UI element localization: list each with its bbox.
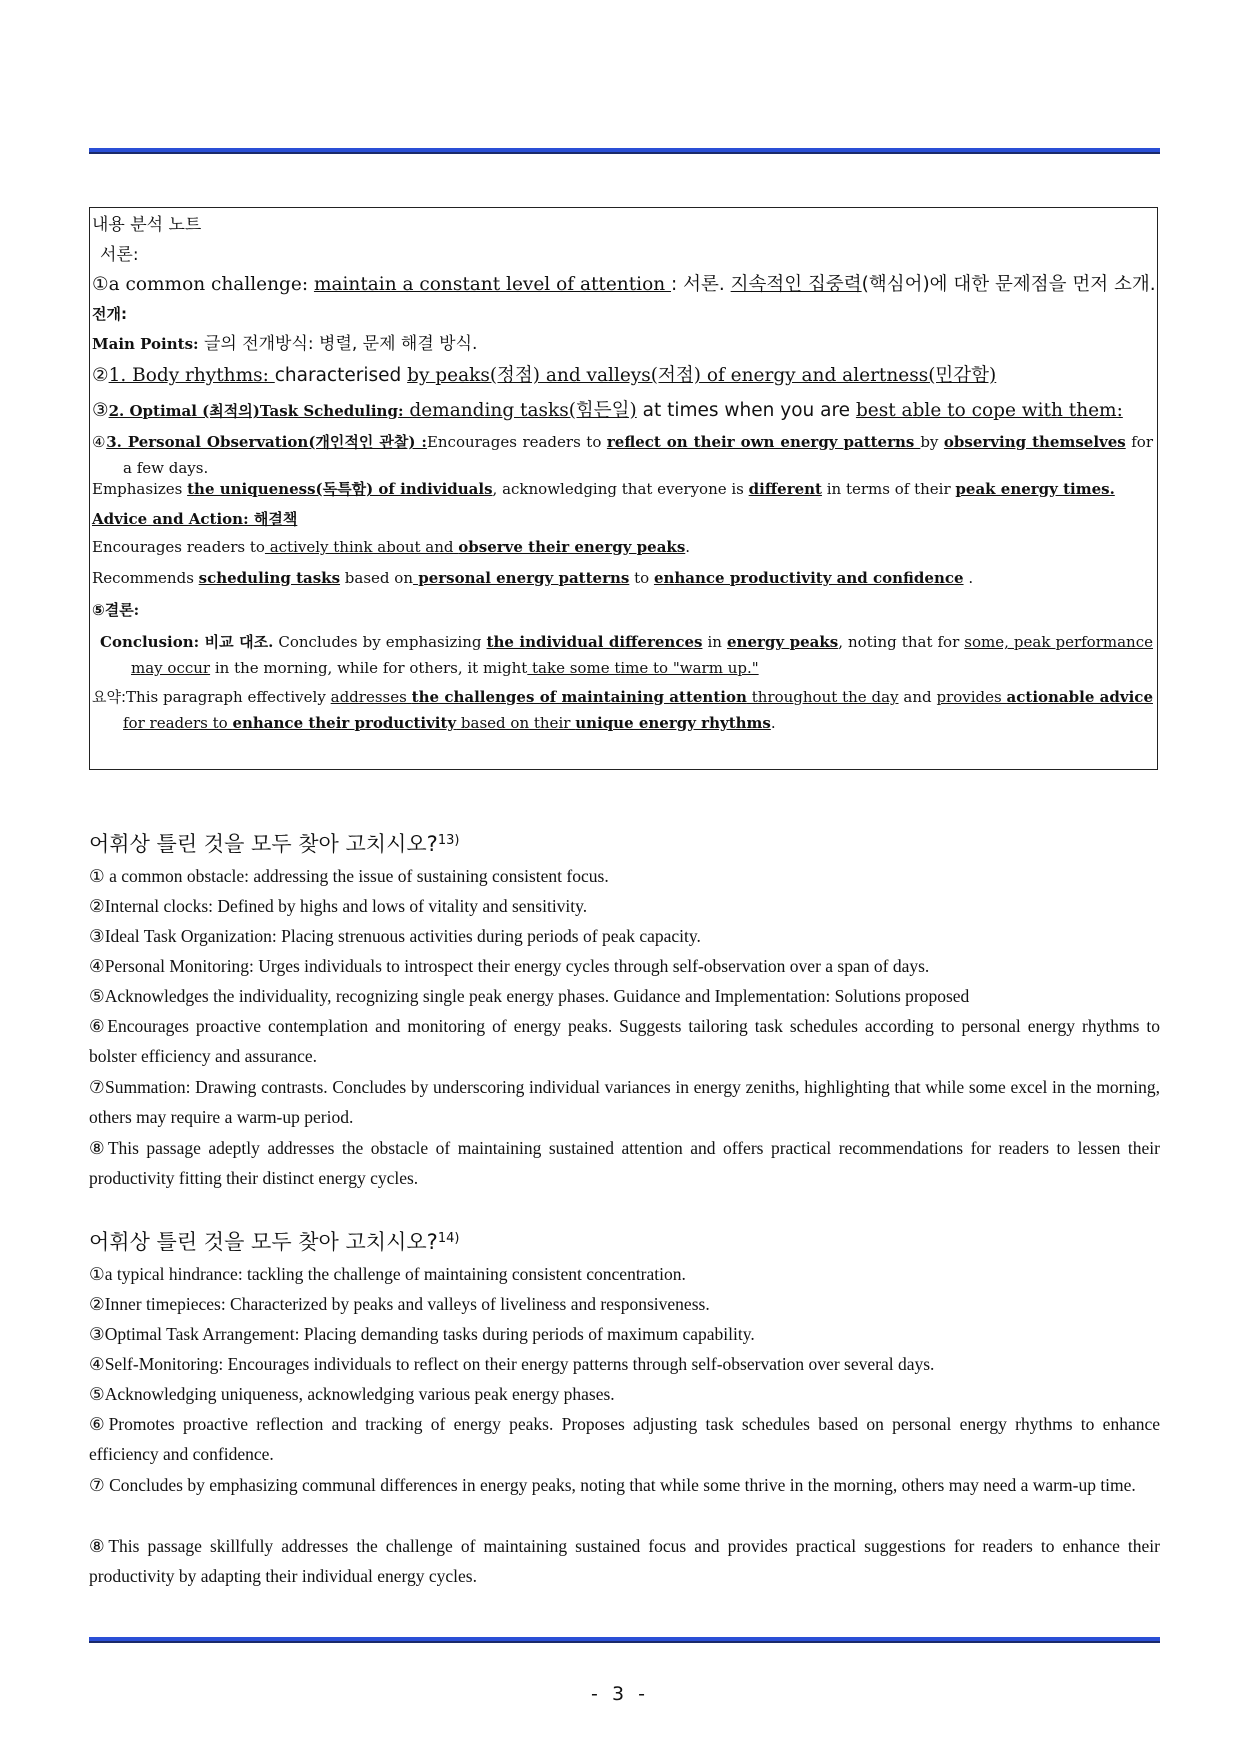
s14-item-5: ⑤Acknowledging uniqueness, acknowledging various peak energy phases. (89, 1384, 615, 1404)
s13-item-6: ⑥Encourages proactive contemplation and monitoring of energy peaks. Suggests tailoring task schedules according to personal energy rhythms to bolster efficiency and assurance. (89, 1016, 1160, 1067)
notes-line-body-rhythms: ②1. Body rhythms: characterised by peaks(정점) and valleys(저점) of energy and alertness(민감함) (92, 365, 997, 386)
conclusion-label: ⑤결론: (92, 601, 140, 619)
section-14-title: 어휘상 틀린 것을 모두 찾아 고치시오?$^{14)}$ (89, 1230, 460, 1254)
s13-item-3: ③Ideal Task Organization: Placing strenuous activities during periods of peak capacity. (89, 926, 701, 946)
s14-item-8: ⑧This passage skillfully addresses the challenge of maintaining sustained focus and provides practical suggestions for readers to enhance their productivity by adapting their individual energy cycles. (89, 1536, 1160, 1587)
s13-item-5: ⑤Acknowledges the individuality, recognizing single peak energy phases. Guidance and Implementation: Solutions proposed (89, 986, 970, 1006)
page-number: - 3 - (591, 1683, 649, 1705)
advice-label: Advice and Action: 해결책 (92, 510, 298, 528)
development-label: 전개: (92, 305, 127, 323)
s13-item-1: ① a common obstacle: addressing the issue of sustaining consistent focus. (89, 866, 609, 886)
footer-rule (89, 1637, 1160, 1643)
notes-line-observe-peaks: Encourages readers to actively think about and observe their energy peaks. (92, 538, 691, 556)
s13-item-2: ②Internal clocks: Defined by highs and lows of vitality and sensitivity. (89, 896, 588, 916)
section-13-title: 어휘상 틀린 것을 모두 찾아 고치시오?$^{13)}$ (89, 832, 460, 856)
main-points-line: Main Points: 글의 전개방식: 병렬, 문제 해결 방식. (92, 334, 478, 354)
notes-title: 내용 분석 노트 (92, 215, 202, 235)
notes-line-conclusion: Conclusion: 비교 대조. Concludes by emphasizing the individual differences in energy peaks, noting that for some, peak performance may occur in the morning, while for others, it might take some time to "warm up." (100, 633, 1153, 677)
s14-item-1: ①a typical hindrance: tackling the challenge of maintaining consistent concentration. (89, 1264, 686, 1284)
intro-label: 서론: (100, 245, 139, 265)
notes-line-uniqueness: Emphasizes the uniqueness(독특함) of individuals, acknowledging that everyone is different in terms of their peak energy times. (92, 480, 1115, 498)
footnote-14[interactable]: 14) (437, 1231, 460, 1246)
analysis-notes-box (89, 207, 1158, 770)
s14-item-3: ③Optimal Task Arrangement: Placing demanding tasks during periods of maximum capability. (89, 1324, 755, 1344)
notes-line-task-scheduling: ③2. Optimal (최적의)Task Scheduling: demanding tasks(힘든일) at times when you are best able to cope with them: (92, 400, 1123, 421)
notes-line-summary: 요약:This paragraph effectively addresses the challenges of maintaining attention throughout the day and provides actionable advice for readers to enhance their productivity based on their unique energy rhythms. (92, 688, 1153, 732)
s13-item-4: ④Personal Monitoring: Urges individuals to introspect their energy cycles through self-observation over a span of days. (89, 956, 930, 976)
s14-item-6: ⑥Promotes proactive reflection and tracking of energy peaks. Proposes adjusting task schedules based on personal energy rhythms to enhance efficiency and confidence. (89, 1414, 1160, 1465)
s13-item-7: ⑦Summation: Drawing contrasts. Concludes by underscoring individual variances in energy zeniths, highlighting that while some excel in the morning, others may require a warm-up period. (89, 1077, 1160, 1128)
notes-line-scheduling: Recommends scheduling tasks based on personal energy patterns to enhance productivity and confidence . (92, 569, 974, 587)
s14-item-4: ④Self-Monitoring: Encourages individuals to reflect on their energy patterns through self-observation over several days. (89, 1354, 935, 1374)
notes-line-personal-observation: ④3. Personal Observation(개인적인 관찰) :Encourages readers to reflect on their own energy patterns by observing themselves for a few days. (92, 433, 1154, 477)
footnote-13[interactable]: 13) (437, 833, 460, 848)
notes-line-challenge: ①a common challenge: maintain a constant level of attention : 서론. 지속적인 집중력(핵심어)에 대한 문제점을 먼저 소개. (92, 274, 1156, 295)
s13-item-8: ⑧This passage adeptly addresses the obstacle of maintaining sustained attention and offers practical recommendations for readers to lessen their productivity fitting their distinct energy cycles. (89, 1138, 1160, 1189)
s14-item-2: ②Inner timepieces: Characterized by peaks and valleys of liveliness and responsiveness. (89, 1294, 710, 1314)
s14-item-7: ⑦ Concludes by emphasizing communal differences in energy peaks, noting that while some thrive in the morning, others may need a warm-up time. (89, 1475, 1136, 1495)
header-rule (89, 148, 1160, 154)
